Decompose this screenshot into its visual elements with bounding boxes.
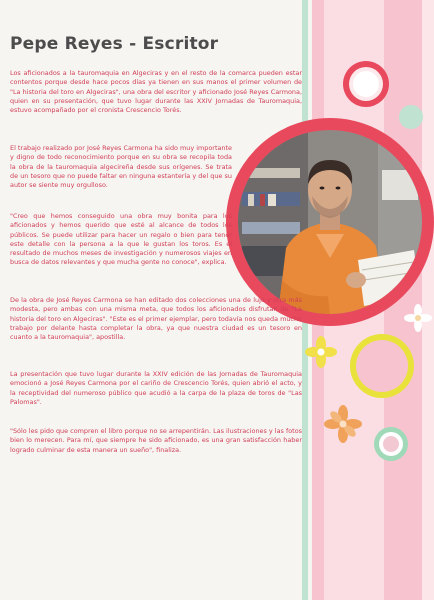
yellow-ring-icon xyxy=(350,334,414,398)
article-paragraph-6: "Sólo les pido que compren el libro porque no se arrepentirán. Las ilustraciones y las fotos bien lo merecen. Para mí, que siempre he sido aficionado, es una gran satisfacción haber logrado culminar de esta manera un sueño", finaliza. xyxy=(10,427,302,454)
article-paragraph-2: El trabajo realizado por José Reyes Carmona ha sido muy importante y digno de todo reconocimiento porque en su obra se recopila toda la obra de la tauromaquia algecireña desde sus orígenes. Se trata de un tesoro que no puede faltar en ninguna estantería y del que su autor se siente muy orgulloso. xyxy=(10,144,232,190)
article-column xyxy=(10,0,310,600)
article-paragraph-1: Los aficionados a la tauromaquia en Algeciras y en el resto de la comarca pueden estar contentos porque desde hace pocos días ya tienen en sus manos el primer volumen de "La historia del toro en Algeciras", una obra del escritor y aficionado José Reyes Carmona, quien en su presentación, que tuvo lugar durante las XXIV Jornadas de Tauromaquia, estuvo acompañado por el cronista Crescencio Torés. xyxy=(10,69,302,115)
ring-circle-icon xyxy=(343,61,389,107)
article-paragraph-3: "Creo que hemos conseguido una obra muy bonita para los aficionados y hemos querido que esté al alcance de todos los públicos. Se puede utilizar para hacer un regalo o bien para tener este detalle con la persona a la que le gustan los toros. Es el resultado de muchos meses de investigación y numerosos viajes en busca de datos relevantes y que mucha gente no conoce", explica. xyxy=(10,212,232,267)
orange-flower-icon xyxy=(324,405,362,443)
article-title: Pepe Reyes - Escritor xyxy=(10,34,219,54)
article-paragraph-4: De la obra de José Reyes Carmona se han editado dos colecciones una de lujo y otra más modesta, pero ambas con una misma meta, que todos los aficionados disfrutan de "La historia del toro en Algeciras". "Este es el primer ejemplar, pero todavía nos queda mucho trabajo por delante hasta completar la obra, ya que nuestra ciudad es un tesoro en cuanto a la tauromaquia", apostilla. xyxy=(10,296,302,342)
article-paragraph-5: La presentación que tuvo lugar durante la XXIV edición de las Jornadas de Tauromaquia emocionó a José Reyes Carmona por el cariño de Crescencio Torés, quien abrió el acto, y la receptividad del numeroso público que acudió a la carpa de la plaza de toros de "Las Palomas". xyxy=(10,370,302,406)
green-dot-icon xyxy=(399,105,423,129)
green-ring-icon xyxy=(374,427,408,461)
